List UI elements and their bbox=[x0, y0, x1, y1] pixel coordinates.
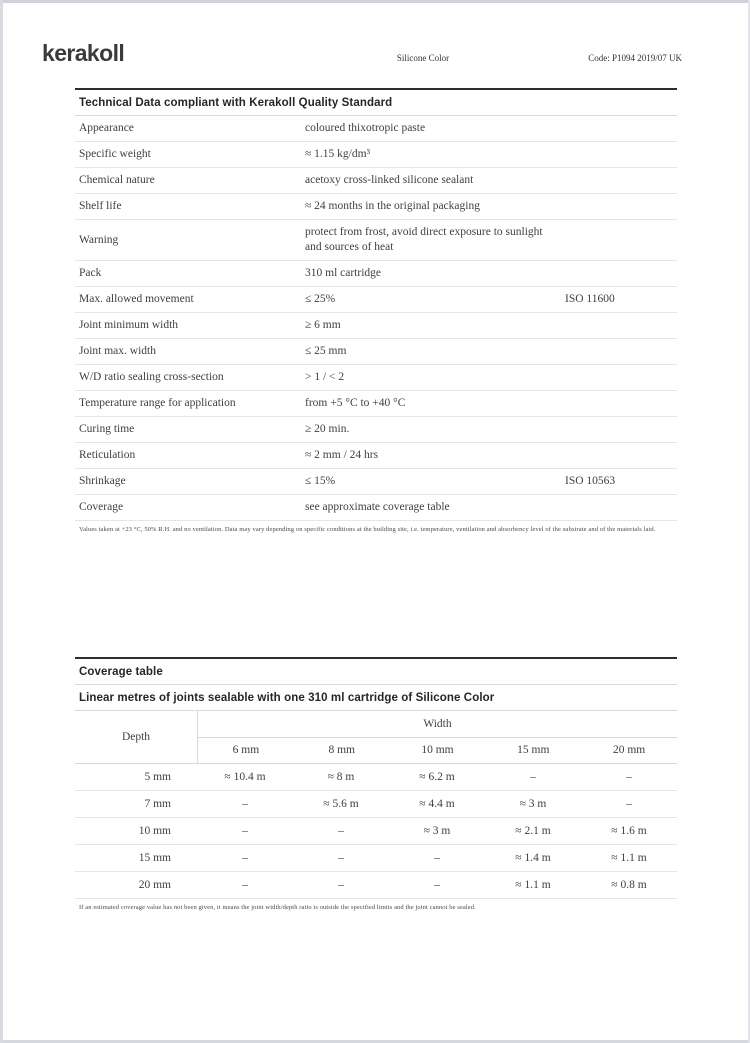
coverage-row-5mm bbox=[75, 764, 677, 791]
row-value: acetoxy cross-linked silicone sealant bbox=[305, 174, 474, 186]
table-row-curing-time bbox=[75, 417, 677, 443]
width-column-header: Width bbox=[198, 711, 677, 738]
coverage-cell: – bbox=[626, 798, 632, 810]
coverage-table-section bbox=[75, 657, 677, 914]
table-row-appearance bbox=[75, 116, 677, 142]
row-label: Joint max. width bbox=[79, 345, 156, 357]
row-label: Joint minimum width bbox=[79, 319, 179, 331]
row-label: Appearance bbox=[79, 122, 134, 134]
technical-table-footnote: Values taken at +23 °C, 50% R.H. and no ventilation. Data may vary depending on specific conditions at the building site, i.e. temperature, ventilation and absorbency level of the substrate and of the materials laid. bbox=[79, 526, 656, 533]
row-value: see approximate coverage table bbox=[305, 501, 450, 513]
row-standard: ISO 10563 bbox=[565, 475, 616, 487]
row-label: Chemical nature bbox=[79, 174, 155, 186]
row-label: Coverage bbox=[79, 501, 124, 513]
page-edge-left bbox=[0, 0, 3, 1043]
coverage-cell: ≈ 1.1 m bbox=[611, 852, 647, 864]
width-10mm-header: 10 mm bbox=[421, 744, 454, 757]
coverage-cell: – bbox=[242, 825, 248, 837]
table-row-max-allowed-movement bbox=[75, 287, 677, 313]
coverage-cell: ≈ 5.6 m bbox=[323, 798, 359, 810]
coverage-cell: – bbox=[242, 879, 248, 891]
table-row-specific-weight bbox=[75, 142, 677, 168]
depth-cell: 5 mm bbox=[144, 771, 171, 783]
coverage-row-20mm bbox=[75, 872, 677, 899]
row-label: Temperature range for application bbox=[79, 397, 236, 409]
width-20mm-header: 20 mm bbox=[612, 744, 646, 757]
row-value: ≤ 15% bbox=[305, 475, 336, 487]
coverage-cell: – bbox=[530, 771, 536, 783]
width-15mm-header: 15 mm bbox=[517, 744, 550, 757]
coverage-cell: ≈ 8 m bbox=[327, 771, 355, 783]
row-value: 310 ml cartridge bbox=[305, 267, 382, 279]
row-label: Specific weight bbox=[79, 148, 151, 160]
technical-data-table bbox=[75, 88, 677, 536]
coverage-cell: ≈ 2.1 m bbox=[515, 825, 551, 837]
coverage-cell: – bbox=[338, 879, 344, 891]
coverage-row-10mm bbox=[75, 818, 677, 845]
table-row-chemical-nature bbox=[75, 168, 677, 194]
technical-table-title: Technical Data compliant with Kerakoll Quality Standard bbox=[75, 90, 677, 116]
coverage-cell: ≈ 10.4 m bbox=[224, 771, 266, 783]
coverage-cell: – bbox=[626, 771, 632, 783]
coverage-cell: ≈ 6.2 m bbox=[419, 771, 455, 783]
coverage-cell: – bbox=[338, 852, 344, 864]
width-header-group bbox=[198, 711, 677, 763]
depth-cell: 7 mm bbox=[144, 798, 171, 810]
row-label: Shrinkage bbox=[79, 475, 126, 487]
table-row-shrinkage bbox=[75, 469, 677, 495]
coverage-cell: ≈ 1.6 m bbox=[611, 825, 647, 837]
table-row-joint-max-width bbox=[75, 339, 677, 365]
coverage-cell: ≈ 3 m bbox=[423, 825, 451, 837]
row-value: coloured thixotropic paste bbox=[305, 122, 426, 134]
coverage-table-subtitle: Linear metres of joints sealable with one 310 ml cartridge of Silicone Color bbox=[75, 685, 677, 711]
coverage-cell: – bbox=[242, 798, 248, 810]
table-row-shelf-life bbox=[75, 194, 677, 220]
coverage-table-title: Coverage table bbox=[75, 659, 677, 685]
row-value: ≈ 2 mm / 24 hrs bbox=[305, 449, 379, 461]
row-value: ≥ 20 min. bbox=[305, 423, 350, 435]
table-row-warning bbox=[75, 220, 677, 261]
coverage-row-7mm bbox=[75, 791, 677, 818]
kerakoll-logo: kerakoll bbox=[42, 40, 125, 66]
row-value: from +5 °C to +40 °C bbox=[305, 397, 406, 409]
width-6mm-header: 6 mm bbox=[232, 744, 260, 757]
coverage-table-footnote: If an estimated coverage value has not been given, it means the joint width/depth ratio is outside the specified limits and the joint cannot be sealed. bbox=[79, 904, 476, 911]
document-title-text: Silicone Color bbox=[396, 53, 450, 63]
row-standard: ISO 11600 bbox=[565, 293, 615, 305]
row-value: ≥ 6 mm bbox=[305, 319, 341, 331]
coverage-table-header bbox=[75, 711, 677, 764]
row-label: Reticulation bbox=[79, 449, 136, 461]
coverage-cell: ≈ 1.1 m bbox=[515, 879, 551, 891]
coverage-cell: ≈ 1.4 m bbox=[515, 852, 551, 864]
table-row-wd-ratio bbox=[75, 365, 677, 391]
row-label: Warning bbox=[79, 233, 119, 246]
table-row-reticulation bbox=[75, 443, 677, 469]
depth-cell: 10 mm bbox=[138, 825, 171, 837]
depth-cell: 20 mm bbox=[138, 879, 171, 891]
table-row-temperature-range bbox=[75, 391, 677, 417]
table-row-pack bbox=[75, 261, 677, 287]
row-label: W/D ratio sealing cross-section bbox=[79, 371, 224, 383]
coverage-cell: ≈ 3 m bbox=[519, 798, 547, 810]
document-code: Code: P1094 2019/07 UK bbox=[588, 53, 682, 63]
row-value: protect from frost, avoid direct exposure to sunlight and sources of heat bbox=[305, 226, 543, 253]
row-label: Curing time bbox=[79, 423, 135, 435]
depth-column-header: Depth bbox=[75, 711, 198, 763]
table-row-joint-minimum-width bbox=[75, 313, 677, 339]
coverage-cell: – bbox=[338, 825, 344, 837]
row-value: ≤ 25 mm bbox=[305, 345, 347, 357]
coverage-cell: – bbox=[434, 852, 440, 864]
row-label: Shelf life bbox=[79, 200, 122, 212]
coverage-cell: – bbox=[242, 852, 248, 864]
row-label: Max. allowed movement bbox=[79, 293, 194, 305]
table-row-coverage bbox=[75, 495, 677, 521]
coverage-row-15mm bbox=[75, 845, 677, 872]
row-label: Pack bbox=[79, 267, 102, 279]
row-value: ≤ 25% bbox=[305, 293, 336, 305]
coverage-cell: ≈ 0.8 m bbox=[611, 879, 647, 891]
row-value: ≈ 1.15 kg/dm³ bbox=[305, 148, 371, 160]
coverage-cell: ≈ 4.4 m bbox=[419, 798, 455, 810]
width-8mm-header: 8 mm bbox=[328, 744, 355, 757]
row-value: > 1 / < 2 bbox=[305, 371, 345, 383]
width-subheaders bbox=[198, 738, 677, 764]
row-value: ≈ 24 months in the original packaging bbox=[305, 200, 480, 212]
depth-cell: 15 mm bbox=[138, 852, 171, 864]
coverage-cell: – bbox=[434, 879, 440, 891]
page-edge-top bbox=[0, 0, 750, 3]
